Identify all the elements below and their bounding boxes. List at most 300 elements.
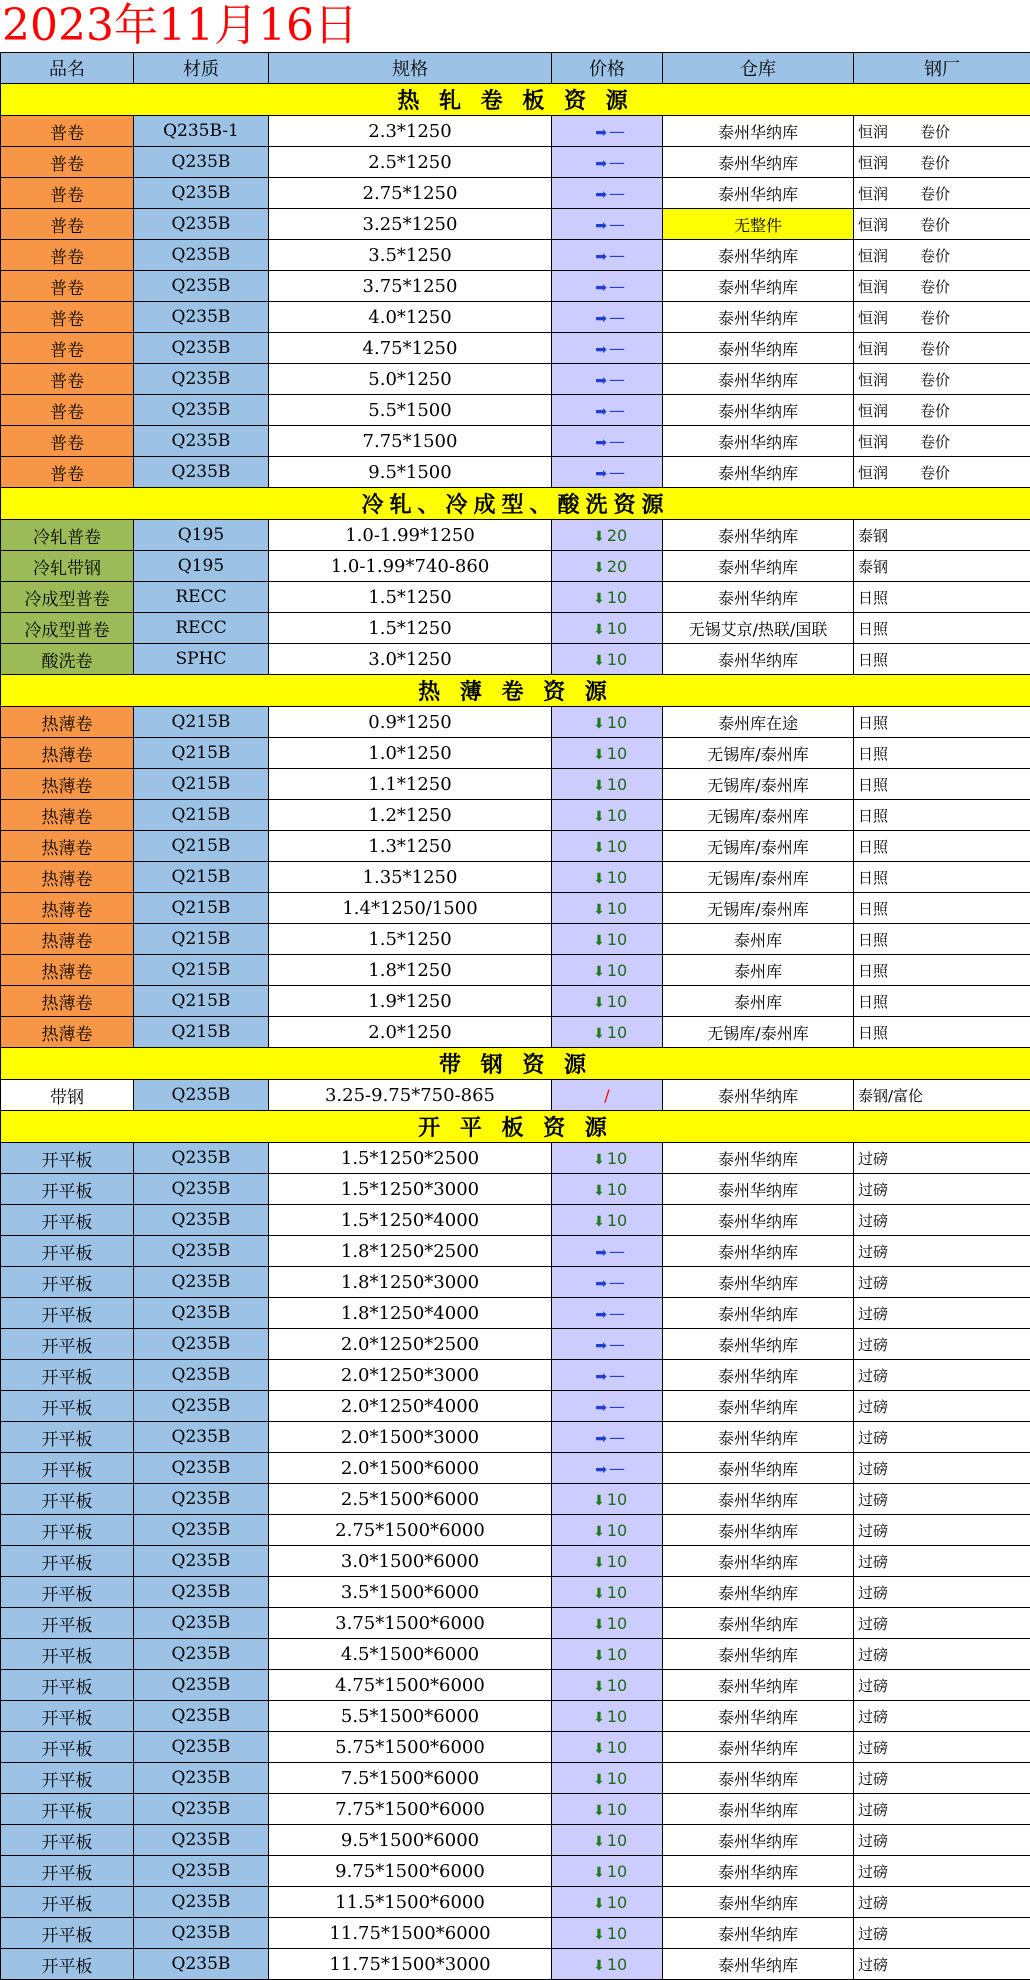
arrow-down-icon: ⬇: [587, 1958, 605, 1974]
mill-name: 泰钢/富伦: [858, 1085, 920, 1106]
mill-name: 恒润: [858, 121, 920, 142]
price-change-value: —: [609, 1428, 625, 1447]
material-cell: Q235B: [134, 1515, 269, 1546]
price-cell: [552, 1608, 663, 1639]
price-change-value: —: [609, 184, 625, 203]
spec-cell: 4.75*1500*6000: [269, 1670, 552, 1701]
mill-name: 过磅: [858, 1892, 920, 1913]
mill-name: 过磅: [858, 1210, 920, 1231]
spec-cell: 3.0*1250: [269, 644, 552, 675]
price-cell: [552, 613, 663, 644]
warehouse-cell: 泰州华纳库: [663, 520, 854, 551]
table-row: [1, 1856, 1030, 1887]
warehouse-cell: 泰州华纳库: [663, 116, 854, 147]
product-name-cell: 开平板: [1, 1453, 134, 1484]
mill-cell: [854, 457, 1030, 488]
mill-name: 恒润: [858, 369, 920, 390]
mill-cell: [854, 1205, 1030, 1236]
spec-cell: 2.75*1500*6000: [269, 1515, 552, 1546]
table-row: [1, 1887, 1030, 1918]
mill-name: 恒润: [858, 152, 920, 173]
material-cell: Q215B: [134, 893, 269, 924]
arrow-down-icon: ⬇: [587, 1617, 605, 1633]
price-cell: [552, 1360, 663, 1391]
mill-cell: [854, 302, 1030, 333]
spec-cell: 1.0-1.99*1250: [269, 520, 552, 551]
price-change-value: 10: [607, 806, 627, 825]
price-cell: [552, 1267, 663, 1298]
mill-cell: [854, 1453, 1030, 1484]
price-cell: [552, 1577, 663, 1608]
arrow-right-icon: ➡: [589, 435, 607, 451]
table-row: [1, 707, 1030, 738]
spec-cell: 7.5*1500*6000: [269, 1763, 552, 1794]
product-name-cell: 热薄卷: [1, 800, 134, 831]
price-basis-note: 卷价: [920, 402, 950, 420]
product-name-cell: 开平板: [1, 1515, 134, 1546]
mill-cell: [854, 1918, 1030, 1949]
arrow-down-icon: ⬇: [587, 1524, 605, 1540]
product-name-cell: 普卷: [1, 240, 134, 271]
table-row: [1, 862, 1030, 893]
header-cell-price: 价格: [552, 53, 663, 84]
warehouse-cell: 泰州华纳库: [663, 644, 854, 675]
table-row: [1, 1515, 1030, 1546]
mill-name: 过磅: [858, 1334, 920, 1355]
product-name-cell: 热薄卷: [1, 862, 134, 893]
price-change-value: —: [609, 1242, 625, 1261]
warehouse-cell: 无锡库/泰州库: [663, 831, 854, 862]
warehouse-cell: 泰州华纳库: [663, 1732, 854, 1763]
section-header: [1, 488, 1030, 520]
table-row: [1, 1732, 1030, 1763]
table-row: [1, 209, 1030, 240]
mill-name: 过磅: [858, 1582, 920, 1603]
table-row: [1, 1360, 1030, 1391]
mill-cell: [854, 1763, 1030, 1794]
arrow-down-icon: ⬇: [587, 1183, 605, 1199]
table-row: [1, 240, 1030, 271]
price-cell: [552, 1856, 663, 1887]
price-cell: [552, 582, 663, 613]
warehouse-cell: 无整件: [663, 209, 854, 240]
table-row: [1, 1763, 1030, 1794]
price-cell: [552, 1174, 663, 1205]
material-cell: Q215B: [134, 924, 269, 955]
spec-cell: 1.5*1250: [269, 924, 552, 955]
page-title: 2023年11月16日: [0, 0, 1030, 52]
price-change-value: 10: [607, 1149, 627, 1168]
price-basis-note: 卷价: [920, 371, 950, 389]
price-cell: [552, 240, 663, 271]
price-cell: [552, 1794, 663, 1825]
price-cell: [552, 1546, 663, 1577]
table-row: [1, 1701, 1030, 1732]
product-name-cell: 带钢: [1, 1080, 134, 1111]
spec-cell: 3.5*1250: [269, 240, 552, 271]
product-name-cell: 热薄卷: [1, 738, 134, 769]
mill-cell: [854, 1577, 1030, 1608]
spec-cell: 1.35*1250: [269, 862, 552, 893]
spec-cell: 1.8*1250*3000: [269, 1267, 552, 1298]
mill-cell: [854, 924, 1030, 955]
arrow-down-icon: ⬇: [587, 1555, 605, 1571]
product-name-cell: 普卷: [1, 178, 134, 209]
arrow-down-icon: ⬇: [587, 1927, 605, 1943]
product-name-cell: 开平板: [1, 1143, 134, 1174]
material-cell: SPHC: [134, 644, 269, 675]
arrow-down-icon: ⬇: [587, 1772, 605, 1788]
price-cell: [552, 955, 663, 986]
price-cell: [552, 1639, 663, 1670]
mill-cell: [854, 1949, 1030, 1980]
price-cell: [552, 1763, 663, 1794]
mill-name: 日照: [858, 587, 920, 608]
mill-name: 过磅: [858, 1799, 920, 1820]
mill-cell: [854, 178, 1030, 209]
arrow-down-icon: ⬇: [587, 933, 605, 949]
mill-cell: [854, 1794, 1030, 1825]
price-change-value: —: [609, 1273, 625, 1292]
price-cell: [552, 1205, 663, 1236]
price-change-value: 10: [607, 619, 627, 638]
table-row: [1, 831, 1030, 862]
product-name-cell: 开平板: [1, 1298, 134, 1329]
arrow-right-icon: ➡: [589, 1431, 607, 1447]
warehouse-cell: 泰州华纳库: [663, 1360, 854, 1391]
mill-name: 恒润: [858, 245, 920, 266]
price-change-value: 10: [607, 1614, 627, 1633]
warehouse-cell: 泰州华纳库: [663, 1391, 854, 1422]
table-row: [1, 1329, 1030, 1360]
arrow-down-icon: ⬇: [587, 622, 605, 638]
spec-cell: 4.0*1250: [269, 302, 552, 333]
spec-cell: 5.0*1250: [269, 364, 552, 395]
price-basis-note: 卷价: [920, 278, 950, 296]
product-name-cell: 开平板: [1, 1360, 134, 1391]
price-change-value: 10: [607, 1955, 627, 1974]
mill-name: 过磅: [858, 1954, 920, 1975]
table-row: [1, 1205, 1030, 1236]
product-name-cell: 开平板: [1, 1670, 134, 1701]
warehouse-cell: 无锡库/泰州库: [663, 862, 854, 893]
material-cell: Q235B: [134, 457, 269, 488]
price-change-value: 10: [607, 775, 627, 794]
mill-cell: [854, 1546, 1030, 1577]
price-cell: [552, 1422, 663, 1453]
spec-cell: 3.25*1250: [269, 209, 552, 240]
price-cell: [552, 1143, 663, 1174]
material-cell: Q235B: [134, 1794, 269, 1825]
warehouse-cell: 泰州库: [663, 924, 854, 955]
spec-cell: 1.4*1250/1500: [269, 893, 552, 924]
price-cell: [552, 271, 663, 302]
product-name-cell: 热薄卷: [1, 924, 134, 955]
price-cell: [552, 1887, 663, 1918]
warehouse-cell: 无锡库/泰州库: [663, 893, 854, 924]
material-cell: Q235B: [134, 333, 269, 364]
warehouse-cell: 泰州华纳库: [663, 1143, 854, 1174]
product-name-cell: 开平板: [1, 1856, 134, 1887]
arrow-down-icon: ⬇: [587, 995, 605, 1011]
price-change-value: 10: [607, 650, 627, 669]
warehouse-cell: 泰州华纳库: [663, 364, 854, 395]
price-cell: [552, 333, 663, 364]
product-name-cell: 普卷: [1, 395, 134, 426]
mill-name: 日照: [858, 618, 920, 639]
arrow-down-icon: ⬇: [587, 1493, 605, 1509]
product-name-cell: 冷成型普卷: [1, 582, 134, 613]
arrow-right-icon: ➡: [589, 373, 607, 389]
price-cell: [552, 178, 663, 209]
price-cell: [552, 1453, 663, 1484]
product-name-cell: 开平板: [1, 1546, 134, 1577]
product-name-cell: 开平板: [1, 1763, 134, 1794]
table-row: [1, 302, 1030, 333]
product-name-cell: 开平板: [1, 1577, 134, 1608]
spec-cell: 1.3*1250: [269, 831, 552, 862]
price-cell: [552, 644, 663, 675]
product-name-cell: 开平板: [1, 1918, 134, 1949]
mill-name: 恒润: [858, 214, 920, 235]
mill-cell: [854, 1639, 1030, 1670]
arrow-down-icon: ⬇: [587, 902, 605, 918]
mill-name: 恒润: [858, 276, 920, 297]
product-name-cell: 热薄卷: [1, 955, 134, 986]
price-change-value: 10: [607, 899, 627, 918]
mill-name: 日照: [858, 743, 920, 764]
arrow-down-icon: ⬇: [587, 1586, 605, 1602]
product-name-cell: 开平板: [1, 1825, 134, 1856]
arrow-right-icon: ➡: [589, 404, 607, 420]
spec-cell: 3.0*1500*6000: [269, 1546, 552, 1577]
price-change-value: 10: [607, 1180, 627, 1199]
material-cell: RECC: [134, 582, 269, 613]
warehouse-cell: 泰州库: [663, 955, 854, 986]
material-cell: Q235B: [134, 1546, 269, 1577]
mill-name: 过磅: [858, 1923, 920, 1944]
section-title: 热 薄 卷 资 源: [1, 675, 1030, 707]
spec-cell: 1.8*1250: [269, 955, 552, 986]
material-cell: Q235B: [134, 395, 269, 426]
arrow-down-icon: ⬇: [587, 964, 605, 980]
price-cell: [552, 426, 663, 457]
arrow-down-icon: ⬇: [587, 653, 605, 669]
table-row: [1, 769, 1030, 800]
mill-name: 过磅: [858, 1520, 920, 1541]
table-row: [1, 955, 1030, 986]
table-row: [1, 1949, 1030, 1980]
material-cell: Q215B: [134, 955, 269, 986]
table-row: [1, 1143, 1030, 1174]
material-cell: Q235B: [134, 1298, 269, 1329]
price-basis-note: 卷价: [920, 340, 950, 358]
mill-cell: [854, 1143, 1030, 1174]
warehouse-cell: 泰州华纳库: [663, 1856, 854, 1887]
material-cell: Q235B: [134, 426, 269, 457]
mill-name: 过磅: [858, 1365, 920, 1386]
price-change-value: —: [609, 339, 625, 358]
material-cell: Q235B: [134, 240, 269, 271]
price-change-value: —: [609, 1366, 625, 1385]
price-cell: [552, 1298, 663, 1329]
material-cell: Q235B: [134, 147, 269, 178]
arrow-right-icon: ➡: [589, 187, 607, 203]
price-change-value: 10: [607, 1738, 627, 1757]
price-change-value: —: [609, 153, 625, 172]
section-header: [1, 84, 1030, 116]
mill-cell: [854, 1267, 1030, 1298]
spec-cell: 1.1*1250: [269, 769, 552, 800]
mill-name: 过磅: [858, 1241, 920, 1262]
material-cell: Q215B: [134, 862, 269, 893]
spec-cell: 5.5*1500*6000: [269, 1701, 552, 1732]
table-row: [1, 1017, 1030, 1048]
material-cell: Q235B: [134, 1236, 269, 1267]
mill-cell: [854, 147, 1030, 178]
mill-cell: [854, 551, 1030, 582]
price-basis-note: 卷价: [920, 309, 950, 327]
warehouse-cell: 泰州华纳库: [663, 551, 854, 582]
table-row: [1, 1794, 1030, 1825]
price-change-value: —: [609, 308, 625, 327]
arrow-down-icon: ⬇: [587, 1214, 605, 1230]
material-cell: Q235B: [134, 1360, 269, 1391]
product-name-cell: 冷成型普卷: [1, 613, 134, 644]
warehouse-cell: 泰州华纳库: [663, 395, 854, 426]
price-change-value: —: [609, 463, 625, 482]
material-cell: Q235B: [134, 1267, 269, 1298]
price-change-value: 10: [607, 961, 627, 980]
price-cell: [552, 800, 663, 831]
price-change-value: /: [604, 1086, 609, 1105]
material-cell: Q235B: [134, 1453, 269, 1484]
arrow-down-icon: ⬇: [587, 1834, 605, 1850]
material-cell: Q215B: [134, 1017, 269, 1048]
table-row: [1, 800, 1030, 831]
price-cell: [552, 738, 663, 769]
price-change-value: 10: [607, 588, 627, 607]
price-cell: [552, 1484, 663, 1515]
product-name-cell: 开平板: [1, 1794, 134, 1825]
price-cell: [552, 1825, 663, 1856]
material-cell: Q235B-1: [134, 116, 269, 147]
warehouse-cell: 泰州华纳库: [663, 582, 854, 613]
warehouse-cell: 泰州华纳库: [663, 1546, 854, 1577]
table-row: [1, 1918, 1030, 1949]
mill-cell: [854, 986, 1030, 1017]
table-row: [1, 333, 1030, 364]
table-row: [1, 986, 1030, 1017]
arrow-right-icon: ➡: [589, 342, 607, 358]
warehouse-cell: 泰州华纳库: [663, 1918, 854, 1949]
mill-name: 泰钢: [858, 525, 920, 546]
price-table: [0, 52, 1030, 1980]
warehouse-cell: 泰州华纳库: [663, 1577, 854, 1608]
mill-cell: [854, 800, 1030, 831]
product-name-cell: 开平板: [1, 1484, 134, 1515]
mill-cell: [854, 862, 1030, 893]
warehouse-cell: 泰州华纳库: [663, 1794, 854, 1825]
table-row: [1, 1391, 1030, 1422]
arrow-right-icon: ➡: [589, 466, 607, 482]
table-row: [1, 271, 1030, 302]
mill-cell: [854, 271, 1030, 302]
mill-name: 恒润: [858, 462, 920, 483]
price-cell: [552, 1391, 663, 1422]
spec-cell: 2.3*1250: [269, 116, 552, 147]
price-change-value: 10: [607, 1552, 627, 1571]
table-row: [1, 426, 1030, 457]
spec-cell: 1.9*1250: [269, 986, 552, 1017]
mill-cell: [854, 116, 1030, 147]
warehouse-cell: 泰州华纳库: [663, 178, 854, 209]
spec-cell: 11.75*1500*6000: [269, 1918, 552, 1949]
price-change-value: 10: [607, 713, 627, 732]
mill-cell: [854, 240, 1030, 271]
price-cell: [552, 1949, 663, 1980]
product-name-cell: 开平板: [1, 1174, 134, 1205]
arrow-down-icon: ⬇: [587, 1710, 605, 1726]
warehouse-cell: 无锡库/泰州库: [663, 738, 854, 769]
arrow-down-icon: ⬇: [587, 716, 605, 732]
arrow-down-icon: ⬇: [587, 840, 605, 856]
section-header: [1, 1111, 1030, 1143]
material-cell: Q235B: [134, 1422, 269, 1453]
price-change-value: 10: [607, 1583, 627, 1602]
section-header: [1, 675, 1030, 707]
table-row: [1, 1422, 1030, 1453]
material-cell: Q195: [134, 520, 269, 551]
warehouse-cell: 无锡库/泰州库: [663, 769, 854, 800]
table-row: [1, 1298, 1030, 1329]
mill-cell: [854, 333, 1030, 364]
mill-cell: [854, 1329, 1030, 1360]
product-name-cell: 冷轧普卷: [1, 520, 134, 551]
mill-name: 日照: [858, 712, 920, 733]
warehouse-cell: 泰州华纳库: [663, 1484, 854, 1515]
table-row: [1, 1484, 1030, 1515]
spec-cell: 1.5*1250*4000: [269, 1205, 552, 1236]
warehouse-cell: 泰州华纳库: [663, 457, 854, 488]
warehouse-cell: 泰州华纳库: [663, 333, 854, 364]
mill-cell: [854, 426, 1030, 457]
table-row: [1, 582, 1030, 613]
mill-name: 恒润: [858, 431, 920, 452]
product-name-cell: 热薄卷: [1, 893, 134, 924]
price-cell: [552, 1732, 663, 1763]
price-cell: [552, 986, 663, 1017]
product-name-cell: 开平板: [1, 1887, 134, 1918]
spec-cell: 1.5*1250: [269, 613, 552, 644]
price-cell: [552, 1080, 663, 1111]
price-cell: [552, 1017, 663, 1048]
warehouse-cell: 泰州华纳库: [663, 1453, 854, 1484]
price-cell: [552, 1236, 663, 1267]
material-cell: Q235B: [134, 1825, 269, 1856]
table-row: [1, 893, 1030, 924]
price-cell: [552, 1701, 663, 1732]
warehouse-cell: 泰州华纳库: [663, 1422, 854, 1453]
price-cell: [552, 551, 663, 582]
table-row: [1, 1236, 1030, 1267]
product-name-cell: 酸洗卷: [1, 644, 134, 675]
warehouse-cell: 泰州华纳库: [663, 147, 854, 178]
arrow-down-icon: ⬇: [587, 809, 605, 825]
material-cell: Q235B: [134, 1918, 269, 1949]
mill-cell: [854, 1080, 1030, 1111]
warehouse-cell: 泰州华纳库: [663, 1174, 854, 1205]
